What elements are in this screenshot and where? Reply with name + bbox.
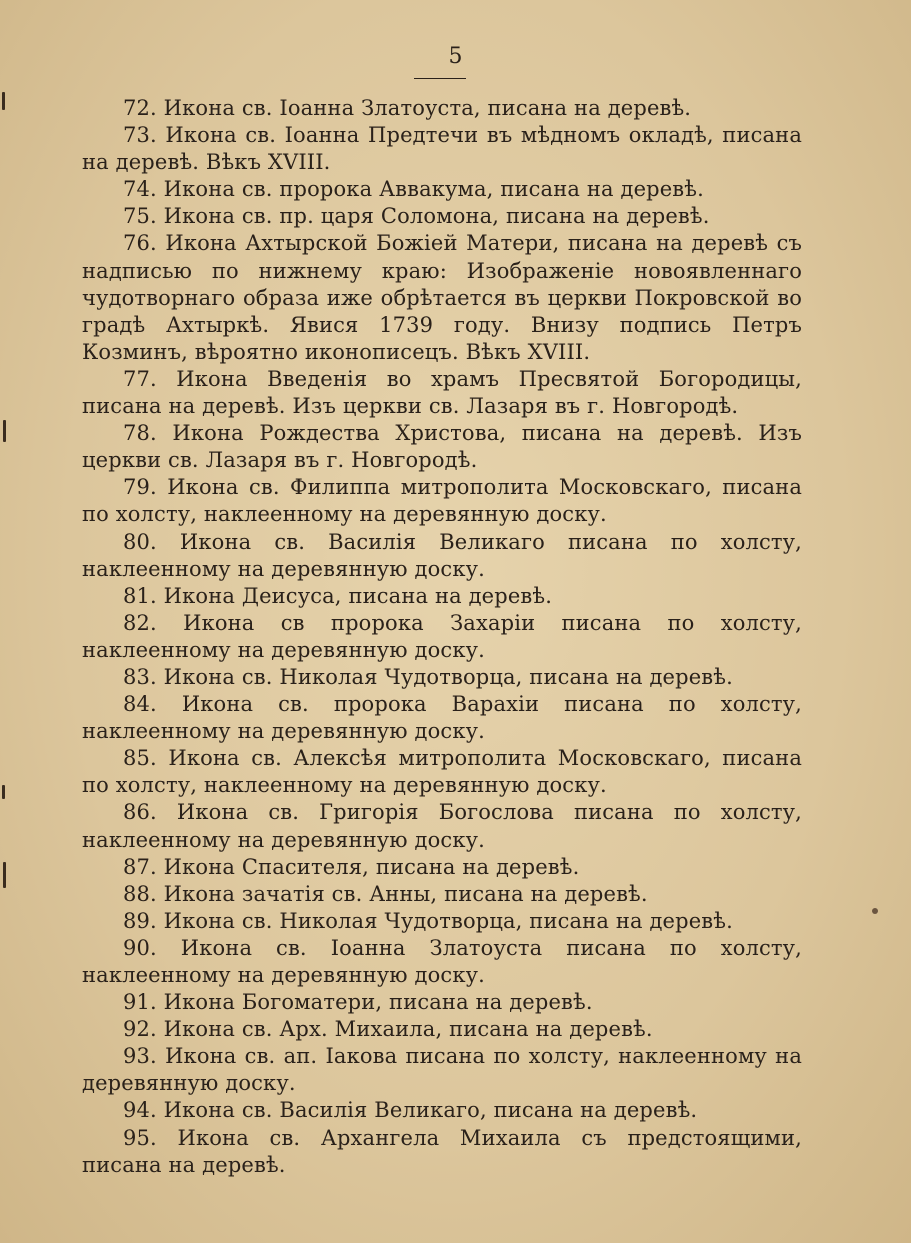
catalog-entry: 89. Икона св. Николая Чудотворца, писана на деревѣ.	[123, 908, 733, 933]
catalog-entry: 90. Икона св. Іоанна Златоуста писана по холсту, наклеенному на деревянную доску.	[82, 935, 802, 987]
catalog-entry: 87. Икона Спасителя, писана на деревѣ.	[123, 854, 580, 879]
catalog-entries	[82, 95, 802, 1179]
margin-mark	[3, 862, 6, 888]
catalog-entry: 82. Икона св пророка Захаріи писана по холсту, наклеенному на деревянную доску.	[82, 610, 802, 662]
catalog-entry: 93. Икона св. ап. Іакова писана по холсту, наклеенному на деревянную доску.	[82, 1044, 802, 1096]
catalog-entry: 79. Икона св. Филиппа митрополита Московскаго, писана по холсту, наклеенному на деревянную доску.	[82, 475, 802, 527]
catalog-entry: 88. Икона зачатія св. Анны, писана на деревѣ.	[123, 881, 648, 906]
margin-mark	[2, 785, 5, 799]
catalog-entry: 81. Икона Деисуса, писана на деревѣ.	[123, 583, 553, 608]
catalog-entry: 73. Икона св. Іоанна Предтечи въ мѣдномъ окладѣ, писана на деревѣ. Вѣкъ XVIII.	[82, 123, 802, 175]
catalog-entry: 83. Икона св. Николая Чудотворца, писана на деревѣ.	[123, 664, 733, 689]
catalog-entry: 75. Икона св. пр. царя Соломона, писана на деревѣ.	[123, 204, 710, 229]
margin-mark	[2, 92, 5, 110]
catalog-entry: 95. Икона св. Архангела Михаила съ предстоящими, писана на деревѣ.	[82, 1125, 802, 1177]
page-number-rule	[414, 78, 466, 79]
catalog-entry: 72. Икона св. Іоанна Златоуста, писана на деревѣ.	[123, 96, 692, 120]
catalog-entry: 77. Икона Введенія во храмъ Пресвятой Богородицы, писана на деревѣ. Изъ церкви св. Лазаря въ г. Новгородѣ.	[82, 366, 802, 419]
catalog-entry: 92. Икона св. Арх. Михаила, писана на деревѣ.	[123, 1017, 653, 1042]
paper-spot	[872, 908, 878, 914]
catalog-entry: 80. Икона св. Василія Великаго писана по холсту, наклеенному на деревянную доску.	[82, 529, 802, 581]
catalog-entry: 85. Икона св. Алексѣя митрополита Московскаго, писана по холсту, наклеенному на деревянную доску.	[82, 746, 802, 798]
catalog-entry: 78. Икона Рождества Христова, писана на деревѣ. Изъ церкви св. Лазаря въ г. Новгородѣ.	[82, 421, 802, 473]
catalog-entry: 76. Икона Ахтырской Божіей Матери, писана на деревѣ съ надписью по нижнему краю: Изображеніе новоявленнаго чудотворнаго образа иже обрѣтается въ церкви Покровской во градѣ Ахтыркѣ. Явися 1739 году. Внизу подпись Петръ Козминъ, вѣроятно иконописецъ. Вѣкъ XVIII.	[82, 231, 802, 364]
catalog-entry: 74. Икона св. пророка Аввакума, писана на деревѣ.	[123, 177, 704, 202]
catalog-entry: 91. Икона Богоматери, писана на деревѣ.	[123, 990, 593, 1015]
catalog-entry: 86. Икона св. Григорія Богослова писана по холсту, наклеенному на деревянную доску.	[82, 800, 802, 852]
catalog-entry: 94. Икона св. Василія Великаго, писана на деревѣ.	[123, 1098, 698, 1123]
page-number: 5	[448, 44, 463, 69]
margin-mark	[3, 420, 6, 442]
catalog-entry: 84. Икона св. пророка Варахіи писана по холсту, наклеенному на деревянную доску.	[82, 692, 802, 744]
